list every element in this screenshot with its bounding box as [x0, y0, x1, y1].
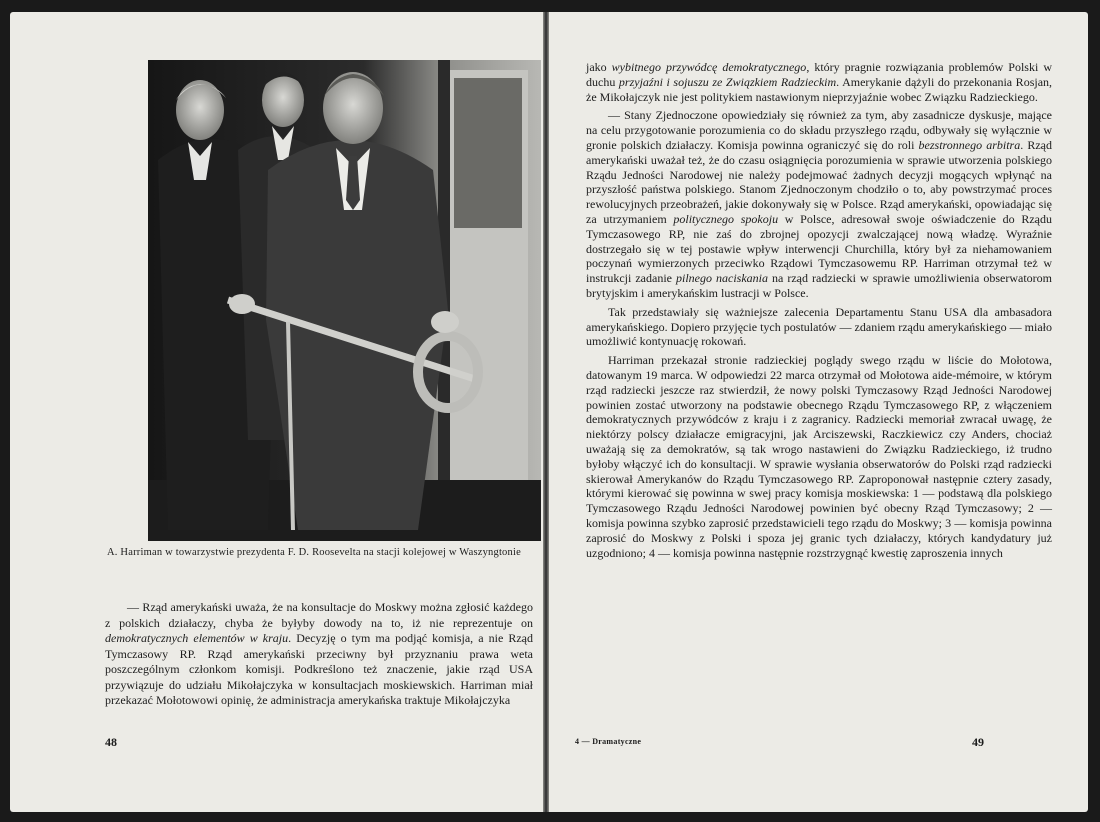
text-segment: . Decyzję o tym ma podjąć komisja, a nie Rząd Tymczasowy RP. Rząd amerykański przeciwny był przyznaniu prawa weta poszczególnym członkom komisji. Podkreślono też znaczenie, jakie rząd USA przywiązuje do udziału Mikołajczyka w konsultacjach moskiewskich. Harriman miał przekazać Mołotowowi opinię, że administracja amerykańska traktuje Mikołajczyka	[105, 631, 534, 707]
paragraph-1	[586, 60, 1052, 104]
historical-photograph	[148, 60, 541, 541]
text-segment: . Amerykanie dążyli do przekonania Rosjan, że Mikołajczyk nie jest politykiem nastawionym nieprzyjaźnie wobec Związku Radzieckiego.	[586, 74, 1053, 104]
emphasis-segment: pilnego naciskania	[676, 271, 768, 286]
text-segment: — Rząd amerykański uważa, że na konsultacje do Moskwy można zgłosić każdego z polskich działaczy, chyba że byłyby dowody na to, iż nie reprezentuje on	[105, 600, 533, 630]
paragraph-4: Harriman przekazał stronie radzieckiej poglądy swego rządu w liście do Mołotowa, datowanym 19 marca. W odpowiedzi 22 marca otrzymał od Mołotowa aide-mémoire, w którym rząd radziecki jeszcze raz stwierdził, że nowy polski Tymczasowy Rząd Jedności Narodowej powinien zostać utworzony na podstawie obecnego Rządu Tymczasowego RP, z włączeniem demokratycznych przywódców z kraju i z zagranicy. Radziecki memoriał zwracał uwagę, że niektórzy polscy działacze emigracyjni, jak Arciszewski, Raczkiewicz czy Anders, chociaż uważają się za demokratów, są tak wrogo nastawieni do Związku Radzieckiego, iż trudno byłoby włączyć ich do konsultacji. W sprawie wysłania obserwatorów do Polski rząd radziecki skierował Amerykanów do Rządu Tymczasowego RP. Zaproponował następnie cztery zasady, którymi kierować się powinna w swej pracy komisja moskiewska: 1 — podstawą dla polskiego Tymczasowego Rządu Jedności Narodowej powinien być obecny Rząd Tymczasowy; 2 — komisja powinna szybko zaprosić przedstawicieli tego rządu do Moskwy; 3 — komisja powinna zaprosić do Moskwy z Polski i spoza jej granic tych działaczy, których kandydatury już uzgodniono; 4 — komisja powinna następnie rozstrzygnąć kwestię zaproszenia innych	[586, 353, 1052, 560]
right-page	[549, 12, 1088, 812]
page-number-left: 48	[105, 735, 117, 749]
photo-caption: A. Harriman w towarzystwie prezydenta F. D. Roosevelta na stacji kolejowej w Waszyngtonie	[107, 547, 521, 558]
emphasis-segment: bezstronnego arbitra	[918, 137, 1021, 152]
paragraph-2	[586, 108, 1052, 300]
text-segment: w Polsce, adresował swoje oświadczenie do Rządu Tymczasowego RP, nie zaś do zbrojnej opozycji zwalczającej nową władzę. Wyraźnie dostrzegało się w tej postawie wpływ interwencji Churchilla, który był za niehamowaniem poczynań wymierzonych przeciwko Rządowi Tymczasowemu RP. Harriman otrzymał też w instrukcji zadanie	[586, 211, 1052, 286]
emphasis-segment: przyjaźni i sojuszu ze Związkiem Radzieckim	[618, 74, 837, 89]
right-body-text	[586, 60, 1052, 560]
text-segment: , który pragnie rozwiązania problemów Polski w duchu	[586, 60, 1052, 89]
text-segment: . Rząd amerykański uważał też, że do czasu osiągnięcia porozumienia w sprawie utworzenia polskiego Rządu Jedności Narodowej nie należy podejmować żadnych decyzji mogących wpłynąć na przyszłość państwa polskiego. Stanom Zjednoczonym chodziło o to, aby powstrzymać proces rewolucyjnych przeobrażeń, jakie dokonywały się w Polsce. Rząd amerykański, opowiadając się za utrzymaniem	[586, 137, 1053, 226]
paragraph-3: Tak przedstawiały się ważniejsze zalecenia Departamentu Stanu USA dla ambasadora amerykańskiego. Dopiero przyjęcie tych postulatów — zdaniem rządu amerykańskiego — miało umożliwić kontynuację rokowań.	[586, 304, 1052, 349]
page-number-right: 49	[972, 735, 984, 749]
emphasis-segment: wybitnego przywódcę demokratycznego	[611, 60, 807, 74]
text-segment: jako	[586, 60, 612, 74]
text-segment: — Stany Zjednoczone opowiedziały się również za tym, aby zasadnicze dyskusje, mające na celu przygotowanie porozumienia co do składu przyszłego rządu, odbywały się wyłącznie w gronie polskich działaczy. Komisja powinna ograniczyć się do roli	[586, 108, 1052, 152]
emphasis-segment: politycznego spokoju	[673, 211, 779, 226]
signature-mark: 4 — Dramatyczne	[575, 737, 642, 746]
emphasis-segment: demokratycznych elementów w kraju	[105, 631, 289, 645]
text-segment: na rząd radziecki w sprawie umożliwienia obserwatorom brytyjskim i amerykańskim lustracji w Polsce.	[586, 271, 1052, 300]
left-body-text	[105, 600, 533, 709]
left-page	[10, 12, 543, 812]
